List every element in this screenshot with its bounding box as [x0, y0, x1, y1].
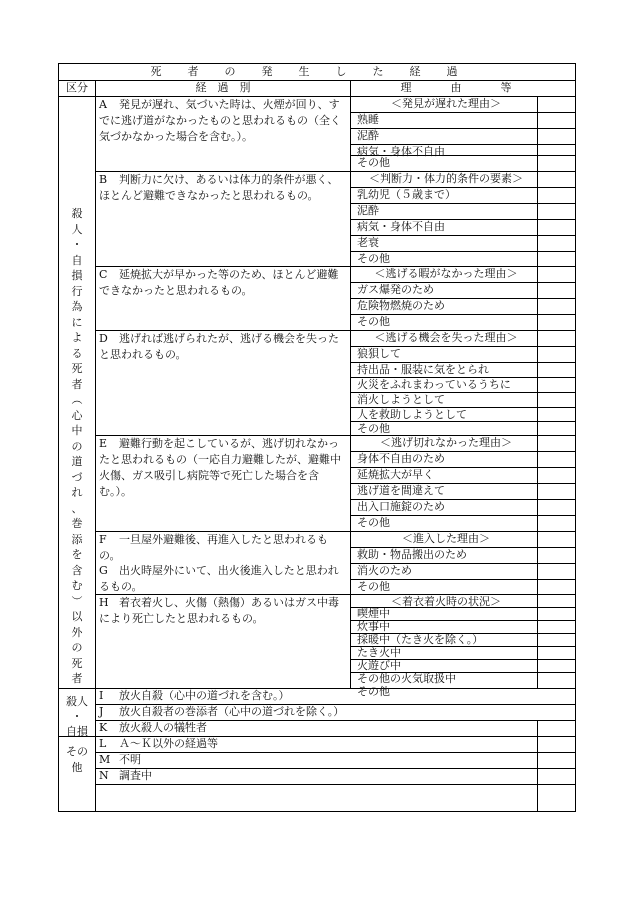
- main-category-char: 行: [71, 284, 83, 298]
- reason-item: その他: [357, 422, 390, 435]
- main-category-char: 含: [71, 563, 83, 577]
- row-l: L Ａ～Ｋ以外の経過等: [99, 737, 218, 750]
- main-category-char: 人: [71, 222, 83, 236]
- reason-item: 消火のため: [357, 564, 412, 577]
- row-n: N 調査中: [99, 769, 152, 782]
- reason-item: その他: [357, 516, 390, 529]
- main-category-char: の: [71, 641, 83, 654]
- reason-item: 熟睡: [357, 113, 379, 126]
- main-category-char: 殺: [71, 207, 83, 220]
- reason-item: その他: [357, 685, 390, 698]
- section-b: B 判断力に欠け、あるいは体力的条件が悪く、ほとんど避難できなかったと思われるもの。: [99, 173, 339, 202]
- reason-item: 喫煙中: [357, 607, 390, 620]
- section-d: D 逃げれば逃げられたが、逃げる機会を失ったと思われるもの。: [99, 332, 339, 361]
- section-c-reason-header: ＜逃げる暇がなかった理由＞: [374, 267, 518, 280]
- main-category-char: を: [71, 548, 83, 561]
- row-i: I 放火自殺（心中の道づれを含む。）: [99, 689, 290, 702]
- section-a: A 発見が遅れ、気づいた時は、火煙が回り、すでに逃げ道がなかったものと思われるもの（全く気づかなかった場合を含む。）。: [99, 98, 341, 143]
- main-category-char: 死: [71, 362, 83, 375]
- header-reason: 理 由 等: [400, 81, 526, 94]
- table-title: 死者の発生した経過: [150, 65, 484, 78]
- reason-item: 延焼拡大が早く: [357, 468, 434, 481]
- reason-item: 泥酔: [357, 204, 379, 217]
- reason-item: 泥酔: [357, 129, 379, 142]
- reason-item: 逃げ道を間違えて: [357, 484, 445, 497]
- main-category-char: 死: [71, 656, 83, 670]
- other-category: その 他: [66, 745, 88, 774]
- reason-item: 人を救助しようとして: [357, 408, 467, 421]
- main-category-char: む: [71, 579, 83, 592]
- main-category-char: 者: [71, 672, 83, 685]
- section-g: G 出火時屋外にいて、出火後進入したと思われるもの。: [99, 564, 339, 593]
- main-category-char: に: [71, 315, 83, 329]
- section-e: E 避難行動を起こしているが、逃げ切れなかったと思われるもの（一応自力避難したが、避難中火傷、ガス吸引し病院等で死亡した場合を含む。）。: [99, 437, 341, 498]
- reason-item: 病気・身体不自由: [357, 145, 445, 158]
- main-category-label: [59, 206, 95, 687]
- row-j: J 放火自殺者の巻添者（心中の道づれを除く。）: [99, 705, 345, 718]
- row-m: M 不明: [99, 753, 141, 766]
- main-category-char: ・: [71, 238, 83, 251]
- section-h-reason-header: ＜着衣着火時の状況＞: [391, 595, 501, 608]
- reason-item: その他: [357, 252, 390, 265]
- main-category-char: の: [71, 439, 83, 453]
- main-category-char: 外: [71, 625, 83, 639]
- section-h: H 着衣着火し、火傷（熱傷）あるいはガス中毒により死亡したと思われるもの。: [99, 596, 339, 625]
- reason-item: 消火しようとして: [357, 393, 445, 406]
- header-process: 経 過 別: [195, 81, 251, 94]
- reason-item: 炊事中: [357, 620, 390, 633]
- main-category-char: 道: [71, 455, 83, 468]
- main-category-char: 者: [71, 377, 83, 391]
- reason-item: その他: [357, 315, 390, 328]
- reason-item: 採暖中（たき火を除く。）: [357, 633, 484, 646]
- suicide-category: 殺人 ・ 自損: [66, 695, 88, 738]
- main-category-char: る: [71, 346, 83, 360]
- reason-item: 病気・身体不自由: [357, 220, 445, 233]
- section-f: F 一旦屋外避難後、再進入したと思われるもの。: [99, 533, 328, 562]
- main-category-char: 、: [71, 501, 83, 515]
- reason-item: 持出品・服装に気をとられ: [357, 363, 489, 376]
- reason-item: 出入口施錠のため: [357, 500, 445, 513]
- main-category-char: 損: [71, 269, 83, 282]
- main-category-char: 添: [71, 532, 83, 546]
- reason-item: ガス爆発のため: [357, 283, 434, 296]
- reason-item: 狼狽して: [357, 347, 401, 360]
- section-b-reason-header: ＜判断力・体力的条件の要素＞: [369, 172, 523, 185]
- reason-item: 老衰: [357, 236, 379, 249]
- section-a-reason-header: ＜発見が遅れた理由＞: [391, 97, 501, 110]
- section-e-reason-header: ＜逃げ切れなかった理由＞: [380, 436, 512, 449]
- reason-item: たき火中: [357, 646, 401, 659]
- main-category-char: づ: [71, 470, 83, 484]
- reason-item: 乳幼児（５歳まで）: [357, 188, 456, 201]
- section-fg-reason-header: ＜進入した理由＞: [402, 532, 490, 545]
- section-c: C 延焼拡大が早かった等のため、ほとんど避難できなかったと思われるもの。: [99, 268, 339, 297]
- death-process-table: [58, 63, 576, 812]
- main-category-char: 以: [71, 610, 83, 623]
- reason-item: その他: [357, 580, 390, 593]
- reason-item: その他の火気取扱中: [357, 672, 456, 685]
- main-category-char: よ: [71, 331, 83, 344]
- main-category-char: 為: [71, 300, 83, 313]
- main-category-char: 自: [71, 253, 83, 267]
- reason-item: 救助・物品搬出のため: [357, 548, 467, 561]
- main-category-char: 中: [71, 424, 83, 437]
- main-category-char: 巻: [71, 517, 83, 530]
- row-k: K 放火殺人の犠牲者: [99, 721, 207, 734]
- main-category-char: ︶: [71, 594, 83, 608]
- reason-item: 危険物燃焼のため: [357, 299, 445, 312]
- reason-item: 火遊び中: [357, 659, 401, 672]
- reason-item: その他: [357, 156, 390, 169]
- section-d-reason-header: ＜逃げる機会を失った理由＞: [374, 331, 518, 344]
- main-category-char: 心: [71, 408, 83, 422]
- reason-item: 火災をふれまわっているうちに: [357, 378, 511, 391]
- main-category-char: ︵: [71, 393, 83, 406]
- header-category: 区分: [66, 81, 88, 94]
- reason-item: 身体不自由のため: [357, 452, 445, 465]
- main-category-char: れ: [71, 486, 83, 499]
